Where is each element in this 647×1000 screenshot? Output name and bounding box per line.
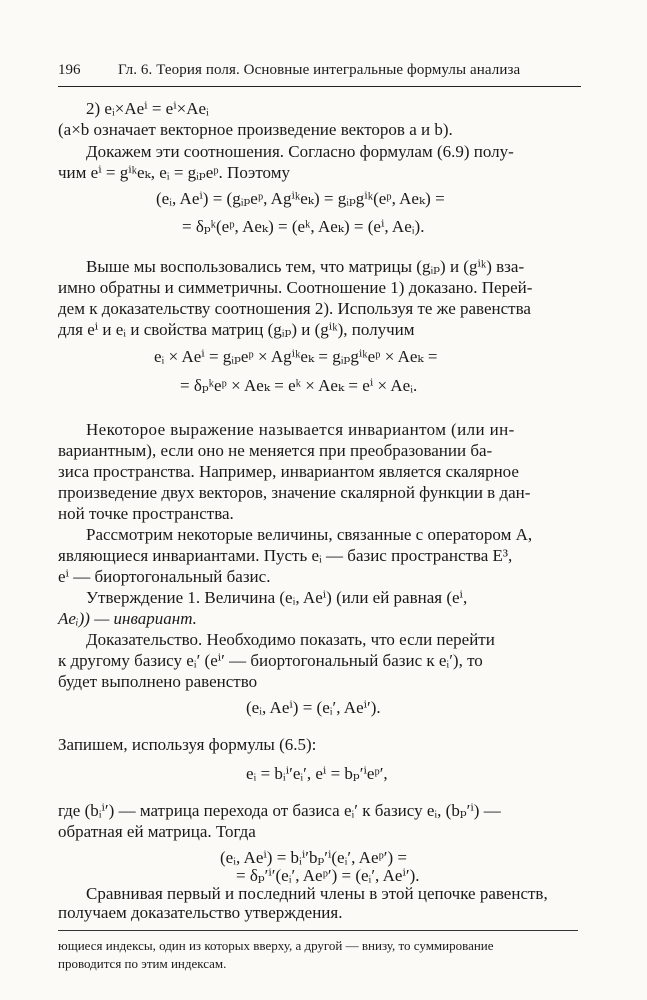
statement-text: Aeᵢ)) — инвариант. (58, 609, 197, 628)
running-title: Гл. 6. Теория поля. Основные интегральные формулы анализа (118, 62, 521, 78)
proof-line: Доказательство. Необходимо показать, что если перейти (86, 630, 495, 649)
text-line: будет выполнено равенство (58, 672, 258, 691)
formula-line: (eᵢ, Aeⁱ) = bᵢⁱ′bₚ′ⁱ(eᵢ′, Aeᵖ′) = (220, 848, 407, 867)
text-line: Запишем, используя формулы (6.5): (58, 735, 317, 754)
formula-line: eᵢ × Aeⁱ = gᵢₚeᵖ × Agⁱᵏeₖ = gᵢₚgⁱᵏeᵖ × Aeₖ = (154, 347, 438, 366)
text-line: вариантным), если оно не меняется при преобразовании ба- (58, 441, 493, 460)
page-number: 196 (58, 62, 81, 78)
formula-line: = δₚᵏ(eᵖ, Aeₖ) = (eᵏ, Aeₖ) = (eⁱ, Aeᵢ). (182, 217, 425, 236)
text-line: обратная ей матрица. Тогда (58, 822, 256, 841)
footnote-line: проводится по этим индексам. (58, 956, 227, 971)
formula-line: (eᵢ, Aeⁱ) = (gᵢₚeᵖ, Agⁱᵏeₖ) = gᵢₚgⁱᵏ(eᵖ, Aeₖ) = (156, 189, 445, 208)
text-line: Сравнивая первый и последний члены в этой цепочке равенств, (86, 884, 548, 903)
text-line: к другому базису eᵢ′ (eⁱ′ — биортогональный базис к eᵢ′), то (58, 651, 483, 670)
text-line: являющиеся инвариантами. Пусть eᵢ — базис пространства E³, (58, 546, 513, 565)
text-line: Докажем эти соотношения. Согласно формулам (6.9) полу- (86, 142, 514, 161)
text-line: для eⁱ и eᵢ и свойства матриц (gᵢₚ) и (gⁱᵏ), получим (58, 320, 415, 339)
text-line: eⁱ — биортогональный базис. (58, 567, 271, 586)
formula-line: = δₚᵏeᵖ × Aeₖ = eᵏ × Aeₖ = eⁱ × Aeᵢ. (180, 376, 418, 395)
text-line: Некоторое выражение называется инвариантом (или ин- (86, 420, 515, 439)
relation-2: 2) eᵢ×Aeⁱ = eⁱ×Aeᵢ (86, 99, 209, 118)
text-line: дем к доказательству соотношения 2). Используя те же равенства (58, 299, 531, 318)
formula-line: (eᵢ, Aeⁱ) = (eᵢ′, Aeⁱ′). (246, 698, 381, 717)
formula-line: = δₚ′ⁱ′(eᵢ′, Aeᵖ′) = (eᵢ′, Aeⁱ′). (236, 866, 420, 885)
text-line: произведение двух векторов, значение скалярной функции в дан- (58, 483, 531, 502)
footnote-rule (58, 930, 578, 931)
text-line: где (bᵢⁱ′) — матрица перехода от базиса eᵢ′ к базису eᵢ, (bₚ′ⁱ) — (58, 801, 501, 820)
footnote-line: ющиеся индексы, один из которых вверху, а другой — внизу, то суммирование (58, 938, 494, 953)
text-line: ной точке пространства. (58, 504, 234, 523)
text-line: зиса пространства. Например, инвариантом является скалярное (58, 462, 519, 481)
text-line: (a×b означает векторное произведение векторов a и b). (58, 120, 453, 139)
header-rule (58, 86, 581, 87)
text-line: имно обратны и симметричны. Соотношение 1) доказано. Перей- (58, 278, 533, 297)
text-line: Рассмотрим некоторые величины, связанные с оператором A, (86, 525, 533, 544)
statement-title: Утверждение 1. Величина (eᵢ, Aeⁱ) (или ей равная (eⁱ, (86, 588, 468, 607)
formula-line: eᵢ = bᵢⁱ′eᵢ′, eⁱ = bₚ′ⁱeᵖ′, (246, 764, 388, 783)
text-line: Выше мы воспользовались тем, что матрицы (gᵢₚ) и (gⁱᵏ) вза- (86, 257, 525, 276)
text-line: чим eⁱ = gⁱᵏeₖ, eᵢ = gᵢₚeᵖ. Поэтому (58, 163, 290, 182)
text-line: получаем доказательство утверждения. (58, 903, 343, 922)
